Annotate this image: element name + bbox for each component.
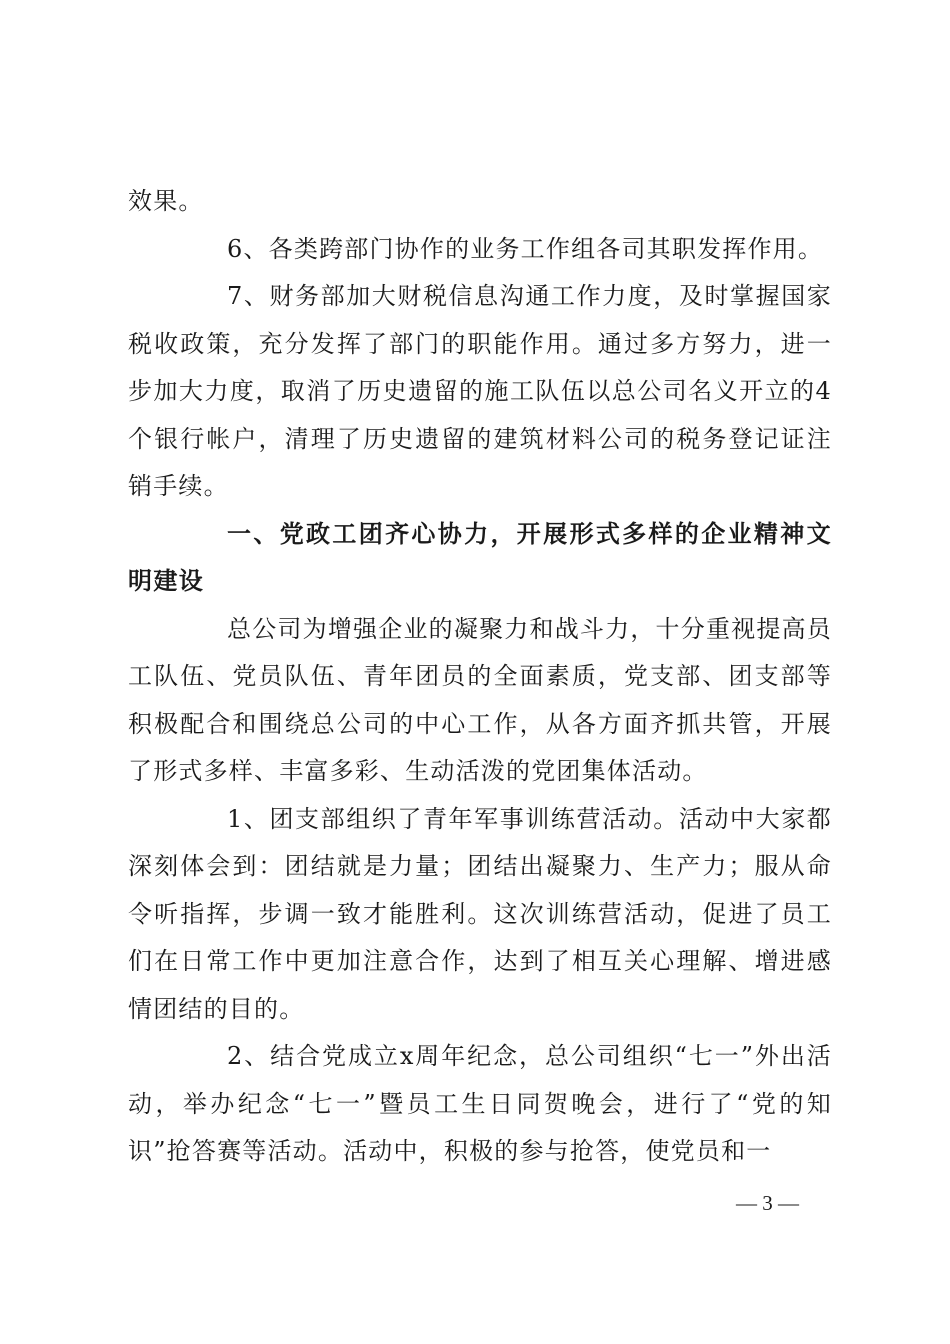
section-heading: 一、党政工团齐心协力，开展形式多样的企业精神文明建设 [128, 519, 832, 595]
page-number: — 3 — [736, 1191, 799, 1215]
paragraph-activity-2: 2、结合党成立x周年纪念，总公司组织“七一”外出活动，举办纪念“七一”暨员工生日同贺晚会，进行了“党的知识”抢答赛等活动。活动中，积极的参与抢答，使党员和一 [128, 1042, 832, 1165]
paragraph-activity-1: 1、团支部组织了青年军事训练营活动。活动中大家都深刻体会到：团结就是力量；团结出凝聚力、生产力；服从命令听指挥，步调一致才能胜利。这次训练营活动，促进了员工们在日常工作中更加注意合作，达到了相互关心理解、增进感情团结的目的。 [128, 804, 832, 1023]
paragraph-item-6: 6、各类跨部门协作的业务工作组各司其职发挥作用。 [227, 234, 824, 263]
paragraph-continuation: 效果。 [128, 187, 204, 215]
paragraph-intro: 总公司为增强企业的凝聚力和战斗力，十分重视提高员工队伍、党员队伍、青年团员的全面素质，党支部、团支部等积极配合和围绕总公司的中心工作，从各方面齐抓共管，开展了形式多样、丰富多彩、生动活泼的党团集体活动。 [128, 614, 832, 785]
document-body [128, 178, 832, 1176]
paragraph-item-7: 7、财务部加大财税信息沟通工作力度，及时掌握国家税收政策，充分发挥了部门的职能作用。通过多方努力，进一步加大力度，取消了历史遗留的施工队伍以总公司名义开立的4个银行帐户，清理了历史遗留的建筑材料公司的税务登记证注销手续。 [128, 282, 832, 500]
